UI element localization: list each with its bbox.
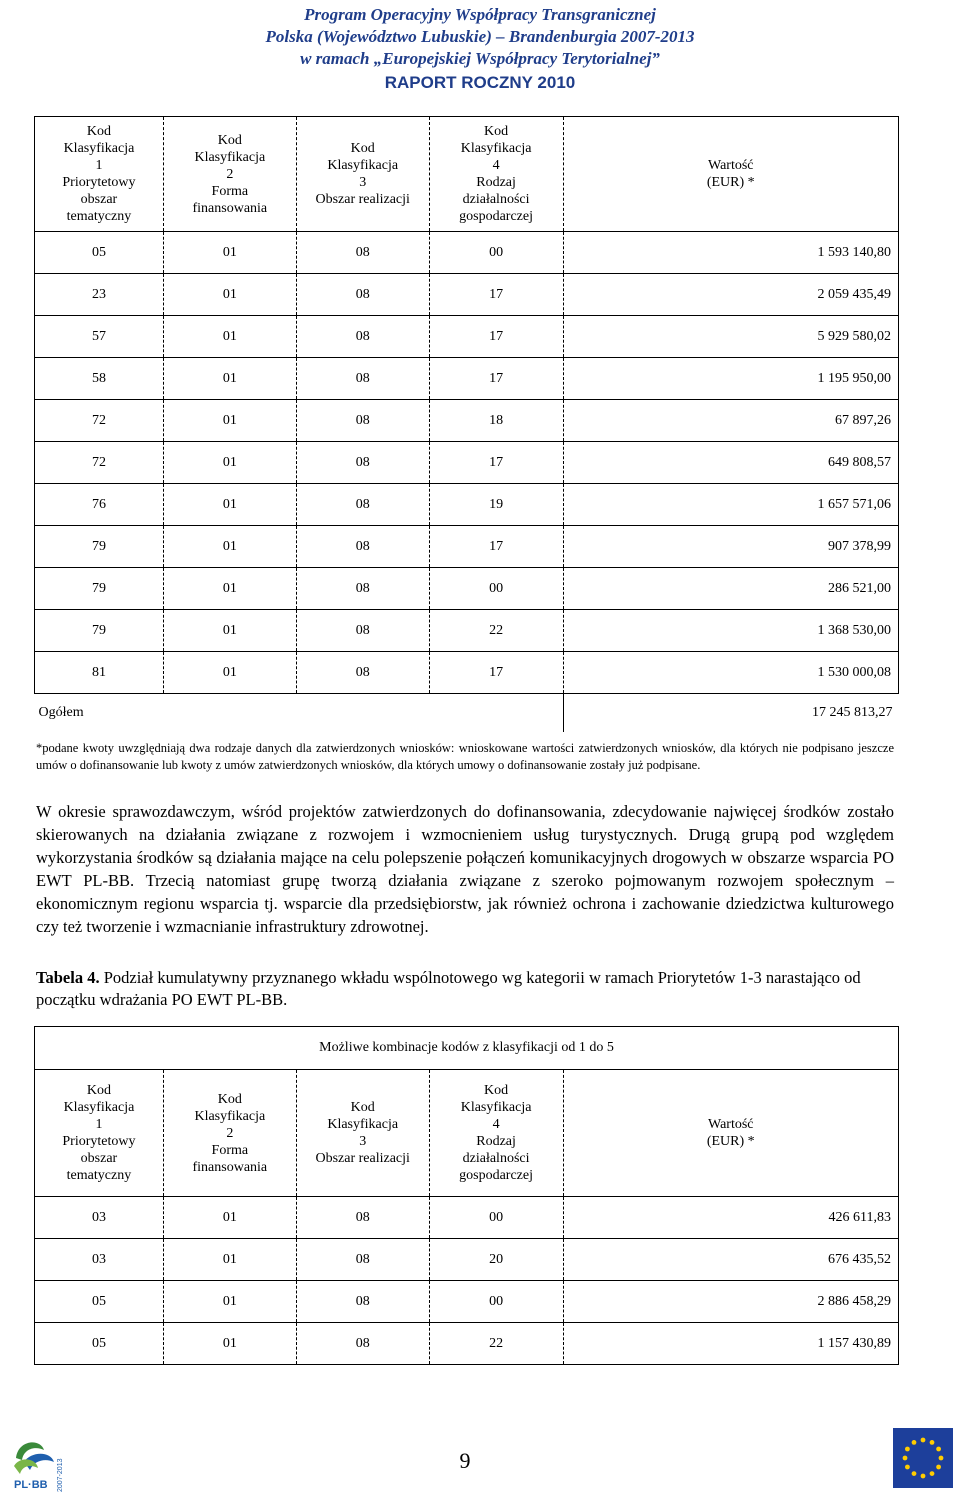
header-col-2: Kod Klasyfikacja 2 Forma finansowania [163,117,296,232]
table-cell: 22 [429,1323,563,1365]
table-cell: 22 [429,610,563,652]
table-cell: 649 808,57 [563,442,898,484]
table-cell: 08 [296,442,429,484]
table-row [35,1281,899,1323]
table-cell: 18 [429,400,563,442]
table-cell: 01 [163,526,296,568]
total-label: Ogółem [35,694,564,733]
table-cell: 01 [163,652,296,694]
table-cell: 08 [296,610,429,652]
table-cell: 79 [35,568,164,610]
table-cell: 1 593 140,80 [563,232,898,274]
table-cell: 05 [35,232,164,274]
table-row [35,610,899,652]
table-cell: 00 [429,1197,563,1239]
table-cell: 72 [35,442,164,484]
table-cell: 00 [429,1281,563,1323]
table-cell: 01 [163,232,296,274]
table-cell: 08 [296,400,429,442]
table-row [35,358,899,400]
table-cell: 08 [296,1281,429,1323]
table-cell: 01 [163,1197,296,1239]
table-cell: 17 [429,358,563,400]
table-cell: 17 [429,316,563,358]
table-cell: 17 [429,274,563,316]
table-cell: 01 [163,316,296,358]
table-cell: 08 [296,568,429,610]
table-row [35,1239,899,1281]
table-cell: 05 [35,1323,164,1365]
eu-star-icon [905,1465,910,1470]
table-cell: 08 [296,1239,429,1281]
table-cell: 01 [163,442,296,484]
header-col-2: Kod Klasyfikacja 2 Forma finansowania [163,1070,296,1197]
table-cell: 76 [35,484,164,526]
table-cell: 2 886 458,29 [563,1281,898,1323]
table-cell: 01 [163,568,296,610]
table-2-caption-row [35,1027,899,1070]
table-cell: 907 378,99 [563,526,898,568]
table-4-text: Podział kumulatywny przyznanego wkładu wspólnotowego wg kategorii w ramach Priorytetów 1-3 narastająco od początku wdrażania PO EWT PL-BB. [36,968,861,1009]
page-number: 9 [459,1448,471,1473]
table-cell: 17 [429,526,563,568]
table-cell: 426 611,83 [563,1197,898,1239]
table-cell: 1 657 571,06 [563,484,898,526]
table-row [35,526,899,568]
table-cell: 23 [35,274,164,316]
table-cell: 08 [296,316,429,358]
eu-star-icon [939,1456,944,1461]
table-cell: 01 [163,610,296,652]
table-cell: 00 [429,232,563,274]
table-2-caption: Możliwe kombinacje kodów z klasyfikacji od 1 do 5 [35,1027,899,1070]
eu-star-icon [930,1440,935,1445]
header-col-4: Kod Klasyfikacja 4 Rodzaj działalności gospodarczej [429,117,563,232]
eu-star-icon [912,1471,917,1476]
table-cell: 57 [35,316,164,358]
table-cell: 286 521,00 [563,568,898,610]
table-2-header-row [35,1070,899,1197]
eu-star-icon [903,1456,908,1461]
table-4-caption [36,967,894,1011]
body-paragraph: W okresie sprawozdawczym, wśród projektów zatwierdzonych do dofinansowania, zdecydowanie najwięcej środków zostało skierowanych na działania związane z rozwojem i wzmocnieniem usług turystycznych. Drugą grupą pod względem wykorzystania środków są działania mające na celu polepszenie połączeń komunikacyjnych drogowych w obszarze wsparcia PO EWT PL-BB. Trzecią natomiast grupę tworzą działania związane z szeroko pojmowanym rozwojem społecznym – ekonomicznym regionu wsparcia tj. wsparcie dla przedsiębiorstw, jak również ochrona i zachowanie dziedzictwa kulturowego czy też tworzenie i wzmacnianie infrastruktury zdrowotnej. [36,802,894,936]
table-row [35,1197,899,1239]
table-cell: 1 157 430,89 [563,1323,898,1365]
classification-table-1 [34,116,899,732]
table-row [35,442,899,484]
table-cell: 08 [296,1197,429,1239]
table-cell: 08 [296,526,429,568]
table-row [35,1323,899,1365]
table-cell: 17 [429,652,563,694]
table-cell: 00 [429,568,563,610]
table-cell: 72 [35,400,164,442]
table-cell: 17 [429,442,563,484]
table-row [35,400,899,442]
table-cell: 05 [35,1281,164,1323]
table-row [35,232,899,274]
header-line-1: Program Operacyjny Współpracy Transgranicznej [304,5,656,24]
table-cell: 79 [35,526,164,568]
table-cell: 03 [35,1197,164,1239]
header-col-1: Kod Klasyfikacja 1 Priorytetowy obszar tematyczny [35,1070,164,1197]
table-4-label: Tabela 4. [36,968,100,987]
pl-bb-logo [10,1436,70,1494]
table-cell: 08 [296,1323,429,1365]
table-cell: 19 [429,484,563,526]
table-cell: 01 [163,274,296,316]
table-row [35,274,899,316]
table-cell: 08 [296,358,429,400]
total-value: 17 245 813,27 [812,705,893,720]
table-cell: 08 [296,652,429,694]
logo-years: 2007-2013 [57,1458,64,1492]
eu-star-icon [912,1440,917,1445]
table-cell: 58 [35,358,164,400]
table-cell: 03 [35,1239,164,1281]
header-col-3: Kod Klasyfikacja 3 Obszar realizacji [296,117,429,232]
report-title: RAPORT ROCZNY 2010 [384,73,576,92]
table-cell: 20 [429,1239,563,1281]
table-cell: 01 [163,1239,296,1281]
table-cell: 5 929 580,02 [563,316,898,358]
table-cell: 2 059 435,49 [563,274,898,316]
logo-text: PL·BB [14,1479,48,1491]
table-cell: 01 [163,358,296,400]
table-row [35,568,899,610]
header-line-3: w ramach „Europejskiej Współpracy Terytorialnej” [300,49,660,68]
table-row [35,484,899,526]
table-cell: 08 [296,484,429,526]
table-cell: 67 897,26 [563,400,898,442]
eu-star-icon [921,1438,926,1443]
eu-star-icon [930,1471,935,1476]
table-cell: 1 195 950,00 [563,358,898,400]
page-header [0,4,960,94]
header-col-5: Wartość (EUR) * [563,117,898,232]
header-line-2: Polska (Województwo Lubuskie) – Brandenburgia 2007-2013 [265,27,695,46]
table-cell: 1 368 530,00 [563,610,898,652]
total-row [35,694,899,733]
table-row [35,652,899,694]
table-cell: 676 435,52 [563,1239,898,1281]
table-cell: 08 [296,274,429,316]
table-cell: 08 [296,232,429,274]
header-col-3: Kod Klasyfikacja 3 Obszar realizacji [296,1070,429,1197]
header-col-1: Kod Klasyfikacja 1 Priorytetowy obszar tematyczny [35,117,164,232]
eu-flag-icon [893,1428,953,1488]
table-cell: 81 [35,652,164,694]
table-cell: 01 [163,400,296,442]
table-header-row [35,117,899,232]
table-row [35,316,899,358]
eu-star-icon [921,1474,926,1479]
header-col-4: Kod Klasyfikacja 4 Rodzaj działalności gospodarczej [429,1070,563,1197]
table-cell: 1 530 000,08 [563,652,898,694]
eu-star-icon [905,1447,910,1452]
eu-star-icon [936,1447,941,1452]
table-cell: 01 [163,1323,296,1365]
table-cell: 01 [163,484,296,526]
table-cell: 79 [35,610,164,652]
classification-table-2 [34,1026,899,1365]
header-col-5: Wartość (EUR) * [563,1070,898,1197]
eu-star-icon [936,1465,941,1470]
table-cell: 01 [163,1281,296,1323]
table-footnote: *podane kwoty uwzględniają dwa rodzaje danych dla zatwierdzonych wniosków: wnioskowane wartości zatwierdzonych wniosków, dla których nie podpisano jeszcze umów o dofinansowanie lub kwoty z umów zatwierdzonych wniosków, dla których umowy o dofinansowanie zostały już podpisane. [36,741,894,772]
